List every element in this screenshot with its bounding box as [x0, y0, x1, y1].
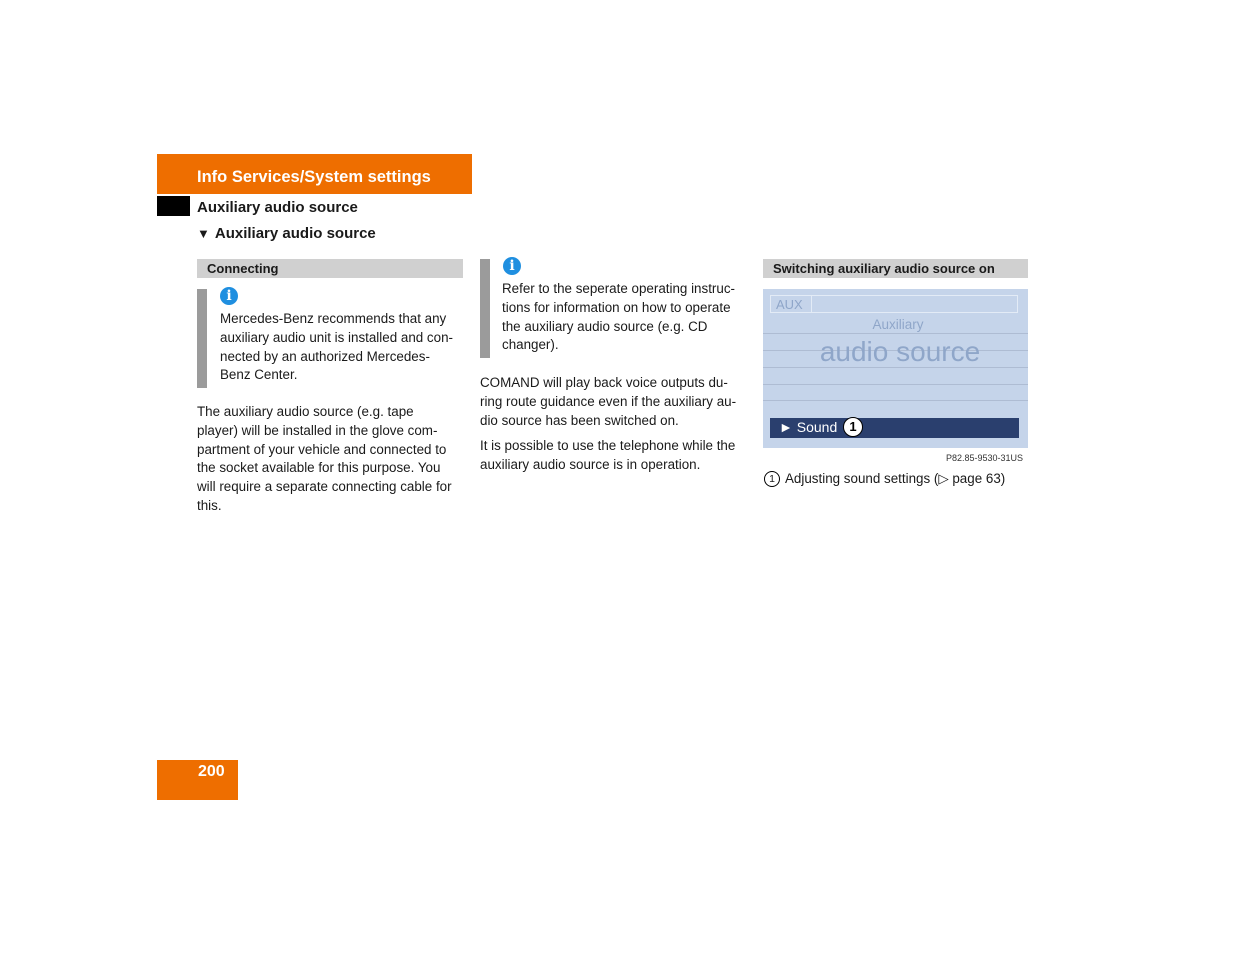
- display-tab-bar: [770, 295, 1018, 313]
- subsection-title: Auxiliary audio source: [197, 199, 358, 216]
- play-arrow-icon: ►: [779, 419, 793, 435]
- display-auxiliary-label: Auxiliary: [872, 317, 924, 332]
- section-tab-marker: [157, 196, 190, 216]
- caption-text: Adjusting sound settings (▷ page 63): [785, 471, 1006, 486]
- info-note-bar: [480, 259, 490, 358]
- display-aux-tab[interactable]: AUX: [776, 297, 803, 312]
- info-note-text: Mercedes-Benz recommends that any auxiliary audio unit is installed and con- nected by an authorized Mercedes- Benz Center.: [220, 311, 453, 383]
- topic-heading: [197, 225, 376, 242]
- info-note-text: Refer to the seperate operating instruc- tions for information on how to operate the auxiliary audio source (e.g. CD changer).: [502, 281, 735, 353]
- figure-id: P82.85-9530-31US: [946, 453, 1024, 463]
- info-icon: i: [503, 257, 521, 275]
- page-number: 200: [198, 763, 225, 780]
- display-sound-menu-item[interactable]: ► Sound: [779, 419, 838, 435]
- connecting-heading: Connecting: [197, 259, 463, 278]
- figure-caption: [764, 471, 1005, 487]
- connecting-body-text: The auxiliary audio source (e.g. tape player) will be installed in the glove com- partment of your vehicle and connected to the socket available for this purpose. You will require a separate connecting cable for this.: [197, 404, 452, 513]
- display-tab-divider: [811, 296, 812, 312]
- callout-marker: 1: [843, 417, 863, 437]
- info-note-bar: [197, 289, 207, 388]
- switching-on-heading: Switching auxiliary audio source on: [763, 259, 1028, 278]
- triangle-down-icon: ▼: [197, 226, 210, 241]
- caption-number: 1: [764, 471, 780, 487]
- info-icon: i: [220, 287, 238, 305]
- topic-title: Auxiliary audio source: [214, 225, 376, 242]
- section-title: Info Services/System settings: [197, 168, 431, 186]
- display-audio-source-label: audio source: [819, 336, 981, 367]
- voice-output-text: COMAND will play back voice outputs du- ring route guidance even if the auxiliary au- dio source has been switched on.: [480, 375, 737, 428]
- telephone-text: It is possible to use the telephone while the auxiliary audio source is in operation.: [480, 438, 736, 472]
